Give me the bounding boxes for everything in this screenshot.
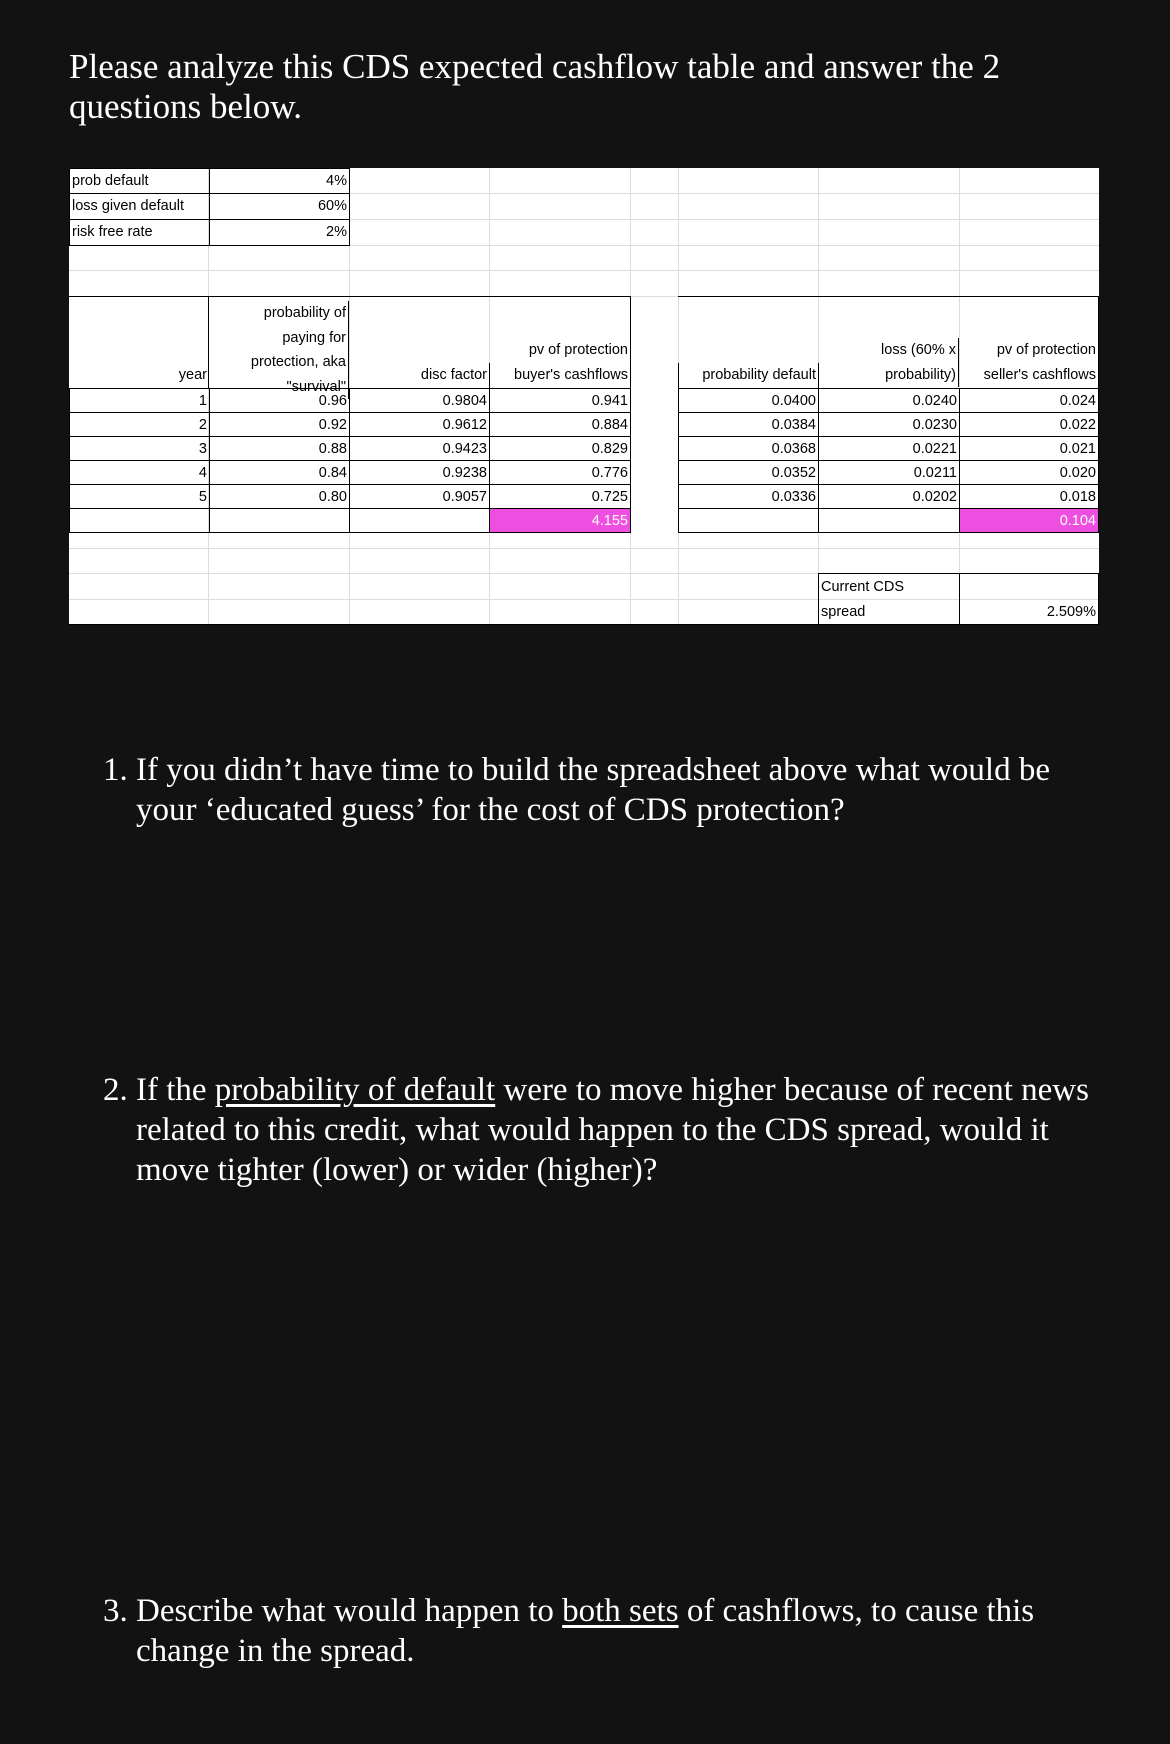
pv-buyer-cell: 0.884 [489,412,631,437]
question-number: 3. [103,1593,128,1629]
pv-seller-cell: 0.024 [959,388,1099,413]
loss-cell: 0.0221 [818,436,960,461]
header-prob-default: probability default [678,363,819,388]
year-cell: 4 [69,460,210,485]
spread-label-box [818,573,960,625]
prob-default-cell: 0.0352 [678,460,819,485]
pv-buyer-cell: 0.829 [489,436,631,461]
input-value: 2% [209,219,350,246]
prob-default-cell: 0.0336 [678,484,819,509]
survival-cell: 0.84 [209,460,350,485]
survival-cell: 0.92 [209,412,350,437]
pv-buyer-total: 4.155 [489,508,631,533]
pv-seller-cell: 0.021 [959,436,1099,461]
prob-default-cell: 0.0400 [678,388,819,413]
loss-cell: 0.0211 [818,460,960,485]
year-cell: 1 [69,388,210,413]
question-text-post: of cashflows, to cause this change in the spread. [136,1593,1035,1669]
pv-seller-cell: 0.018 [959,484,1099,509]
pv-seller-total: 0.104 [959,508,1099,533]
header-survival: probability of paying for protection, aka "survival" [209,301,349,399]
disc-factor-cell: 0.9804 [349,388,490,413]
header-pv-buyer: pv of protection buyer's cashflows [489,338,631,387]
disc-factor-cell: 0.9612 [349,412,490,437]
year-cell: 5 [69,484,210,509]
cds-spreadsheet [69,168,1099,625]
question-emphasis: probability of default [214,1072,496,1108]
question-text-post: were to move higher because of recent news related to this credit, what would happen to the CDS spread, would it move tighter (lower) or wider (higher)? [136,1072,1089,1188]
header-disc-factor: disc factor [349,363,490,388]
survival-cell: 0.80 [209,484,350,509]
loss-cell: 0.0202 [818,484,960,509]
prob-default-cell: 0.0368 [678,436,819,461]
spread-label-line1: Current CDS [821,579,904,595]
pv-buyer-cell: 0.776 [489,460,631,485]
spread-value-box [959,573,1099,625]
year-cell: 3 [69,436,210,461]
disc-factor-cell: 0.9238 [349,460,490,485]
header-year: year [178,367,207,383]
disc-factor-cell: 0.9423 [349,436,490,461]
input-value: 60% [209,193,350,220]
survival-cell: 0.96 [209,388,350,413]
question-1 [103,750,1103,830]
disc-factor-cell: 0.9057 [349,484,490,509]
loss-cell: 0.0240 [818,388,960,413]
loss-cell: 0.0230 [818,412,960,437]
header-pv-seller: pv of protection seller's cashflows [959,338,1099,387]
header-loss: loss (60% x probability) [818,338,959,387]
year-cell: 2 [69,412,210,437]
question-2 [103,1070,1093,1190]
question-text: If you didn’t have time to build the spreadsheet above what would be your ‘educated guess’ for the cost of CDS protection? [136,752,1050,828]
pv-seller-cell: 0.022 [959,412,1099,437]
pv-buyer-cell: 0.725 [489,484,631,509]
question-number: 1. [103,752,128,788]
input-value: 4% [209,168,350,194]
intro-text: Please analyze this CDS expected cashflow table and answer the 2 questions below. [69,47,1001,126]
survival-cell: 0.88 [209,436,350,461]
question-3 [103,1591,1113,1671]
input-label: prob default [69,168,210,194]
prob-default-cell: 0.0384 [678,412,819,437]
question-text-pre: Describe what would happen to [136,1593,554,1629]
question-emphasis: both sets [562,1593,679,1629]
spread-value: 2.509% [1046,604,1096,620]
pv-buyer-cell: 0.941 [489,388,631,413]
question-number: 2. [103,1072,128,1108]
input-label: risk free rate [69,219,210,246]
question-text-pre: If the [136,1072,207,1108]
pv-seller-cell: 0.020 [959,460,1099,485]
input-label: loss given default [69,193,210,220]
spread-label-line2: spread [821,604,866,620]
